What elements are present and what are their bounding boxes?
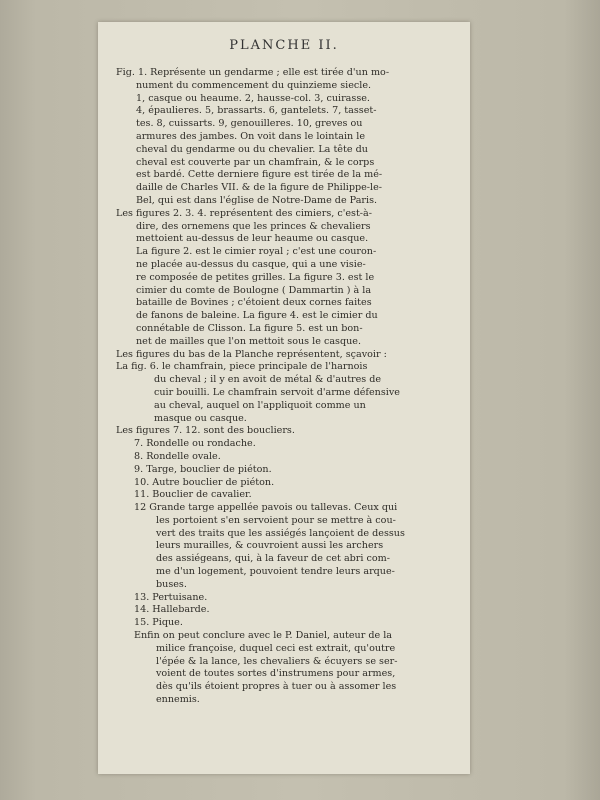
- text-line: 12 Grande targe appellée pavois ou tallevas. Ceux qui: [134, 502, 398, 514]
- text-line: tes. 8, cuissarts. 9, genouilleres. 10, greves ou: [136, 118, 363, 130]
- text-line: mettoient au-dessus de leur heaume ou casque.: [136, 233, 369, 245]
- text-body: [116, 67, 456, 707]
- text-line: voient de toutes sortes d'instrumens pour armes,: [156, 668, 396, 680]
- text-line: 8. Rondelle ovale.: [134, 450, 221, 462]
- text-line: dire, des ornemens que les princes & chevaliers: [136, 220, 371, 232]
- text-line: armures des jambes. On voit dans le lointain le: [136, 130, 366, 142]
- text-line: bataille de Bovines ; c'étoient deux cornes faites: [136, 297, 372, 309]
- text-line: Les figures 7. 12. sont des boucliers.: [116, 425, 295, 437]
- text-line: 13. Pertuisane.: [134, 591, 208, 603]
- text-line: Bel, qui est dans l'église de Notre-Dame de Paris.: [136, 194, 378, 206]
- text-line: des assiégeans, qui, à la faveur de cet abri com-: [156, 553, 390, 565]
- text-line: cheval du gendarme ou du chevalier. La tête du: [136, 143, 368, 155]
- text-line: nument du commencement du quinzieme siecle.: [136, 79, 372, 91]
- text-line: masque ou casque.: [154, 412, 247, 424]
- text-line: cimier du comte de Boulogne ( Dammartin ) à la: [136, 284, 372, 296]
- text-line: re composée de petites grilles. La figure 3. est le: [136, 271, 375, 283]
- text-line: ennemis.: [156, 694, 200, 706]
- page-title: PLANCHE II.: [229, 38, 339, 53]
- text-line: ne placée au-dessus du casque, qui a une visie-: [136, 258, 366, 270]
- text-line: Les figures 2. 3. 4. représentent des cimiers, c'est-à-: [116, 207, 373, 219]
- text-line: cheval est couverte par un chamfrain, & le corps: [136, 156, 375, 168]
- text-line: vert des traits que les assiégés lançoient de dessus: [156, 527, 405, 539]
- text-line: La fig. 6. le chamfrain, piece principale de l'harnois: [116, 361, 368, 373]
- text-line: l'épée & la lance, les chevaliers & écuyers se ser-: [156, 655, 398, 667]
- text-line: les portoient s'en servoient pour se mettre à cou-: [156, 514, 396, 526]
- text-line: 4, épaulieres. 5, brassarts. 6, gantelets. 7, tasset-: [136, 105, 377, 117]
- text-line: est bardé. Cette derniere figure est tirée de la mé-: [136, 169, 383, 181]
- text-line: milice françoise, duquel ceci est extrait, qu'outre: [156, 642, 396, 654]
- text-line: 9. Targe, bouclier de piéton.: [134, 463, 272, 475]
- text-line: 11. Bouclier de cavalier.: [134, 489, 252, 501]
- text-line: Fig. 1. Représente un gendarme ; elle est tirée d'un mo-: [116, 67, 390, 78]
- text-line: de fanons de baleine. La figure 4. est le cimier du: [136, 310, 378, 322]
- text-line: 15. Pique.: [134, 617, 183, 629]
- text-line: me d'un logement, pouvoient tendre leurs arque-: [156, 566, 395, 578]
- text-line: du cheval ; il y en avoit de métal & d'autres de: [154, 374, 382, 386]
- text-line: 10. Autre bouclier de piéton.: [134, 476, 275, 488]
- text-line: La figure 2. est le cimier royal ; c'est une couron-: [136, 246, 377, 258]
- text-line: cuir bouilli. Le chamfrain servoit d'arme défensive: [154, 386, 400, 398]
- text-line: 14. Hallebarde.: [134, 604, 210, 616]
- text-line: leurs murailles, & couvroient aussi les archers: [156, 540, 384, 552]
- text-line: connétable de Clisson. La figure 5. est un bon-: [136, 322, 363, 334]
- text-line: Les figures du bas de la Planche représentent, sçavoir :: [116, 348, 387, 360]
- document-page: [98, 22, 470, 774]
- text-line: buses.: [156, 578, 187, 590]
- text-line: daille de Charles VII. & de la figure de Philippe-le-: [136, 182, 383, 194]
- text-line: net de mailles que l'on mettoit sous le casque.: [136, 335, 362, 347]
- text-line: dès qu'ils étoient propres à tuer ou à assomer les: [156, 681, 397, 693]
- text-line: 1, casque ou heaume. 2, hausse-col. 3, cuirasse.: [136, 92, 370, 104]
- text-line: au cheval, auquel on l'appliquoit comme un: [154, 399, 366, 411]
- text-line: Enfin on peut conclure avec le P. Daniel, auteur de la: [134, 630, 393, 642]
- text-line: 7. Rondelle ou rondache.: [134, 438, 256, 450]
